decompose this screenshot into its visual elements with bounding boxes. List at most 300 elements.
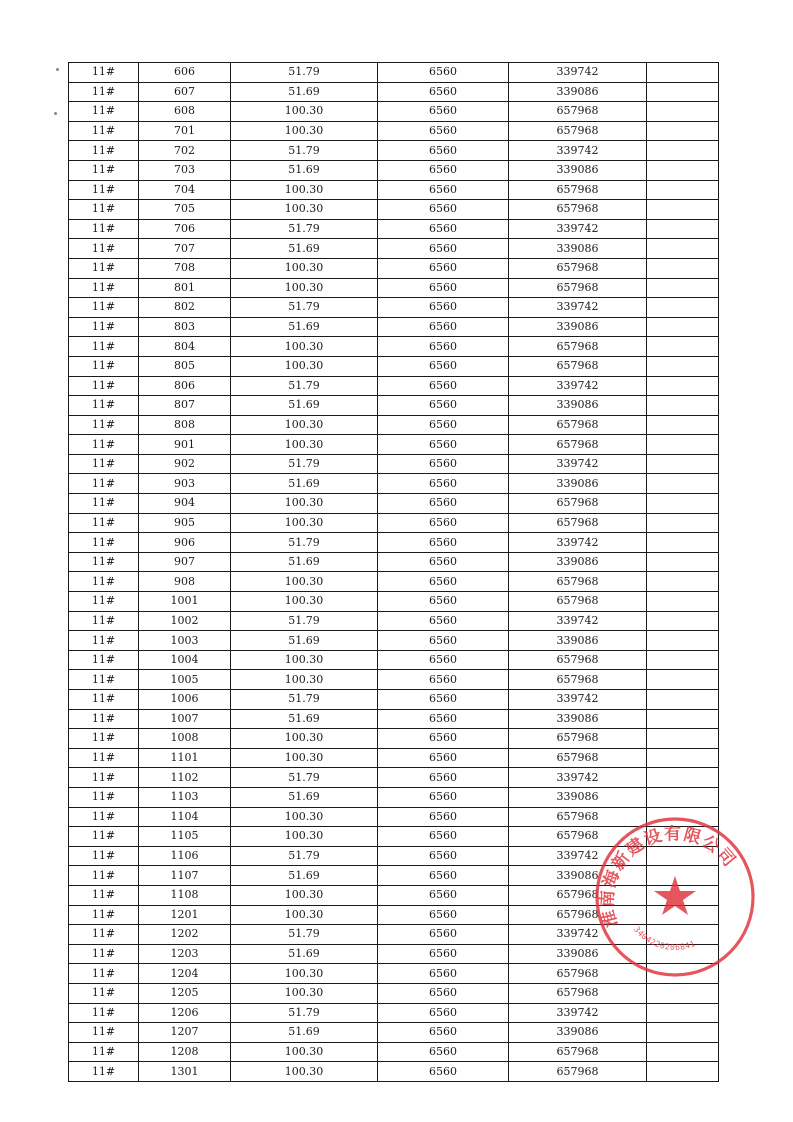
building-cell: 11# [69, 905, 139, 925]
note-cell [647, 102, 719, 122]
building-cell: 11# [69, 572, 139, 592]
area-cell: 100.30 [231, 1062, 378, 1082]
building-cell: 11# [69, 729, 139, 749]
unit-price-cell: 6560 [378, 964, 509, 984]
note-cell [647, 63, 719, 83]
building-cell: 11# [69, 396, 139, 416]
area-cell: 51.69 [231, 944, 378, 964]
note-cell [647, 650, 719, 670]
area-cell: 51.79 [231, 611, 378, 631]
room-number-cell: 1206 [139, 1003, 231, 1023]
total-price-cell: 657968 [509, 827, 647, 847]
room-number-cell: 804 [139, 337, 231, 357]
note-cell [647, 983, 719, 1003]
area-cell: 51.69 [231, 239, 378, 259]
total-price-cell: 657968 [509, 435, 647, 455]
building-cell: 11# [69, 631, 139, 651]
building-cell: 11# [69, 454, 139, 474]
unit-price-cell: 6560 [378, 572, 509, 592]
area-cell: 51.69 [231, 317, 378, 337]
unit-price-cell: 6560 [378, 63, 509, 83]
building-cell: 11# [69, 690, 139, 710]
table-row [69, 1003, 719, 1023]
table-row [69, 415, 719, 435]
note-cell [647, 768, 719, 788]
building-cell: 11# [69, 768, 139, 788]
unit-price-cell: 6560 [378, 415, 509, 435]
total-price-cell: 657968 [509, 278, 647, 298]
building-cell: 11# [69, 1023, 139, 1043]
unit-price-cell: 6560 [378, 846, 509, 866]
building-cell: 11# [69, 846, 139, 866]
total-price-cell: 657968 [509, 102, 647, 122]
table-row [69, 258, 719, 278]
area-cell: 51.69 [231, 474, 378, 494]
room-number-cell: 608 [139, 102, 231, 122]
table-row [69, 572, 719, 592]
room-number-cell: 907 [139, 552, 231, 572]
area-cell: 100.30 [231, 748, 378, 768]
scan-dot [54, 112, 57, 115]
room-number-cell: 807 [139, 396, 231, 416]
area-cell: 100.30 [231, 337, 378, 357]
room-number-cell: 905 [139, 513, 231, 533]
total-price-cell: 339742 [509, 925, 647, 945]
building-cell: 11# [69, 670, 139, 690]
total-price-cell: 339086 [509, 160, 647, 180]
total-price-cell: 657968 [509, 415, 647, 435]
note-cell [647, 1042, 719, 1062]
note-cell [647, 180, 719, 200]
table-row [69, 121, 719, 141]
area-cell: 100.30 [231, 513, 378, 533]
scan-dot [56, 68, 59, 71]
unit-price-cell: 6560 [378, 1062, 509, 1082]
building-cell: 11# [69, 435, 139, 455]
note-cell [647, 631, 719, 651]
building-cell: 11# [69, 180, 139, 200]
building-cell: 11# [69, 160, 139, 180]
area-cell: 51.79 [231, 690, 378, 710]
room-number-cell: 1003 [139, 631, 231, 651]
area-cell: 100.30 [231, 102, 378, 122]
total-price-cell: 339742 [509, 376, 647, 396]
room-number-cell: 1103 [139, 787, 231, 807]
total-price-cell: 657968 [509, 200, 647, 220]
unit-price-cell: 6560 [378, 102, 509, 122]
building-cell: 11# [69, 494, 139, 514]
unit-price-cell: 6560 [378, 944, 509, 964]
area-cell: 100.30 [231, 278, 378, 298]
building-cell: 11# [69, 356, 139, 376]
building-cell: 11# [69, 709, 139, 729]
area-cell: 51.69 [231, 787, 378, 807]
table-row [69, 435, 719, 455]
area-cell: 51.69 [231, 160, 378, 180]
building-cell: 11# [69, 474, 139, 494]
area-cell: 51.79 [231, 925, 378, 945]
note-cell [647, 533, 719, 553]
unit-price-cell: 6560 [378, 1023, 509, 1043]
table-row [69, 278, 719, 298]
building-cell: 11# [69, 533, 139, 553]
total-price-cell: 657968 [509, 121, 647, 141]
room-number-cell: 903 [139, 474, 231, 494]
note-cell [647, 298, 719, 318]
building-cell: 11# [69, 592, 139, 612]
total-price-cell: 339086 [509, 474, 647, 494]
unit-price-cell: 6560 [378, 494, 509, 514]
table-row [69, 219, 719, 239]
area-cell: 100.30 [231, 180, 378, 200]
total-price-cell: 339742 [509, 141, 647, 161]
room-number-cell: 1004 [139, 650, 231, 670]
total-price-cell: 657968 [509, 180, 647, 200]
note-cell [647, 611, 719, 631]
total-price-cell: 657968 [509, 670, 647, 690]
area-cell: 100.30 [231, 1042, 378, 1062]
room-number-cell: 1007 [139, 709, 231, 729]
table-row [69, 200, 719, 220]
total-price-cell: 339742 [509, 690, 647, 710]
room-number-cell: 703 [139, 160, 231, 180]
total-price-cell: 657968 [509, 572, 647, 592]
total-price-cell: 657968 [509, 1042, 647, 1062]
total-price-cell: 339086 [509, 787, 647, 807]
total-price-cell: 339742 [509, 63, 647, 83]
building-cell: 11# [69, 513, 139, 533]
building-cell: 11# [69, 258, 139, 278]
note-cell [647, 1062, 719, 1082]
note-cell [647, 239, 719, 259]
note-cell [647, 592, 719, 612]
unit-price-cell: 6560 [378, 650, 509, 670]
area-cell: 100.30 [231, 905, 378, 925]
table-row [69, 670, 719, 690]
area-cell: 100.30 [231, 885, 378, 905]
room-number-cell: 1108 [139, 885, 231, 905]
unit-price-cell: 6560 [378, 180, 509, 200]
area-cell: 100.30 [231, 670, 378, 690]
total-price-cell: 339086 [509, 317, 647, 337]
note-cell [647, 356, 719, 376]
room-number-cell: 1105 [139, 827, 231, 847]
total-price-cell: 657968 [509, 964, 647, 984]
room-number-cell: 1102 [139, 768, 231, 788]
table-row [69, 82, 719, 102]
room-number-cell: 707 [139, 239, 231, 259]
area-cell: 51.79 [231, 63, 378, 83]
total-price-cell: 339742 [509, 454, 647, 474]
area-cell: 51.79 [231, 533, 378, 553]
unit-price-cell: 6560 [378, 396, 509, 416]
room-number-cell: 1107 [139, 866, 231, 886]
total-price-cell: 339086 [509, 552, 647, 572]
area-cell: 51.69 [231, 709, 378, 729]
area-cell: 100.30 [231, 807, 378, 827]
room-number-cell: 806 [139, 376, 231, 396]
unit-price-cell: 6560 [378, 1003, 509, 1023]
unit-price-cell: 6560 [378, 611, 509, 631]
note-cell [647, 572, 719, 592]
unit-price-cell: 6560 [378, 200, 509, 220]
total-price-cell: 339086 [509, 396, 647, 416]
area-cell: 51.79 [231, 376, 378, 396]
area-cell: 100.30 [231, 964, 378, 984]
total-price-cell: 657968 [509, 513, 647, 533]
building-cell: 11# [69, 415, 139, 435]
seal-star-icon [654, 876, 696, 915]
unit-price-cell: 6560 [378, 925, 509, 945]
building-cell: 11# [69, 748, 139, 768]
area-cell: 100.30 [231, 415, 378, 435]
room-number-cell: 1207 [139, 1023, 231, 1043]
total-price-cell: 339086 [509, 709, 647, 729]
area-cell: 51.69 [231, 1023, 378, 1043]
total-price-cell: 339086 [509, 631, 647, 651]
total-price-cell: 339742 [509, 298, 647, 318]
building-cell: 11# [69, 964, 139, 984]
room-number-cell: 1008 [139, 729, 231, 749]
room-number-cell: 1002 [139, 611, 231, 631]
note-cell [647, 454, 719, 474]
total-price-cell: 657968 [509, 807, 647, 827]
unit-price-cell: 6560 [378, 474, 509, 494]
room-number-cell: 1301 [139, 1062, 231, 1082]
unit-price-cell: 6560 [378, 141, 509, 161]
total-price-cell: 339742 [509, 219, 647, 239]
table-row [69, 983, 719, 1003]
area-cell: 51.79 [231, 1003, 378, 1023]
unit-price-cell: 6560 [378, 258, 509, 278]
total-price-cell: 657968 [509, 905, 647, 925]
room-number-cell: 1104 [139, 807, 231, 827]
area-cell: 100.30 [231, 592, 378, 612]
unit-price-cell: 6560 [378, 356, 509, 376]
area-cell: 51.79 [231, 454, 378, 474]
total-price-cell: 657968 [509, 729, 647, 749]
area-cell: 51.79 [231, 846, 378, 866]
unit-price-cell: 6560 [378, 160, 509, 180]
total-price-cell: 657968 [509, 356, 647, 376]
table-row [69, 533, 719, 553]
note-cell [647, 337, 719, 357]
note-cell [647, 1003, 719, 1023]
room-number-cell: 708 [139, 258, 231, 278]
unit-price-cell: 6560 [378, 435, 509, 455]
total-price-cell: 339086 [509, 239, 647, 259]
room-number-cell: 1101 [139, 748, 231, 768]
area-cell: 51.69 [231, 82, 378, 102]
note-cell [647, 415, 719, 435]
unit-price-cell: 6560 [378, 337, 509, 357]
area-cell: 100.30 [231, 356, 378, 376]
building-cell: 11# [69, 866, 139, 886]
table-row [69, 631, 719, 651]
building-cell: 11# [69, 1003, 139, 1023]
room-number-cell: 902 [139, 454, 231, 474]
building-cell: 11# [69, 1062, 139, 1082]
unit-price-cell: 6560 [378, 729, 509, 749]
building-cell: 11# [69, 925, 139, 945]
table-row [69, 474, 719, 494]
building-cell: 11# [69, 885, 139, 905]
total-price-cell: 339086 [509, 1023, 647, 1043]
area-cell: 100.30 [231, 258, 378, 278]
building-cell: 11# [69, 219, 139, 239]
total-price-cell: 339086 [509, 82, 647, 102]
room-number-cell: 1205 [139, 983, 231, 1003]
unit-price-cell: 6560 [378, 533, 509, 553]
building-cell: 11# [69, 787, 139, 807]
note-cell [647, 552, 719, 572]
area-cell: 51.79 [231, 141, 378, 161]
unit-price-cell: 6560 [378, 787, 509, 807]
table-row [69, 787, 719, 807]
note-cell [647, 82, 719, 102]
room-number-cell: 803 [139, 317, 231, 337]
room-number-cell: 908 [139, 572, 231, 592]
unit-price-cell: 6560 [378, 454, 509, 474]
unit-price-cell: 6560 [378, 866, 509, 886]
room-number-cell: 1001 [139, 592, 231, 612]
unit-price-cell: 6560 [378, 239, 509, 259]
building-cell: 11# [69, 278, 139, 298]
company-seal [590, 812, 760, 982]
table-row [69, 748, 719, 768]
area-cell: 100.30 [231, 572, 378, 592]
unit-price-cell: 6560 [378, 121, 509, 141]
note-cell [647, 396, 719, 416]
area-cell: 100.30 [231, 827, 378, 847]
building-cell: 11# [69, 807, 139, 827]
note-cell [647, 258, 719, 278]
unit-price-cell: 6560 [378, 298, 509, 318]
room-number-cell: 704 [139, 180, 231, 200]
room-number-cell: 1106 [139, 846, 231, 866]
total-price-cell: 657968 [509, 592, 647, 612]
note-cell [647, 729, 719, 749]
unit-price-cell: 6560 [378, 690, 509, 710]
building-cell: 11# [69, 63, 139, 83]
table-row [69, 298, 719, 318]
room-number-cell: 702 [139, 141, 231, 161]
building-cell: 11# [69, 944, 139, 964]
note-cell [647, 200, 719, 220]
area-cell: 51.69 [231, 631, 378, 651]
note-cell [647, 435, 719, 455]
unit-price-cell: 6560 [378, 513, 509, 533]
table-row [69, 729, 719, 749]
unit-price-cell: 6560 [378, 748, 509, 768]
area-cell: 100.30 [231, 983, 378, 1003]
room-number-cell: 607 [139, 82, 231, 102]
unit-price-cell: 6560 [378, 592, 509, 612]
unit-price-cell: 6560 [378, 552, 509, 572]
building-cell: 11# [69, 611, 139, 631]
note-cell [647, 670, 719, 690]
area-cell: 51.69 [231, 866, 378, 886]
note-cell [647, 160, 719, 180]
area-cell: 51.69 [231, 396, 378, 416]
total-price-cell: 657968 [509, 494, 647, 514]
note-cell [647, 474, 719, 494]
room-number-cell: 701 [139, 121, 231, 141]
total-price-cell: 657968 [509, 1062, 647, 1082]
area-cell: 100.30 [231, 200, 378, 220]
total-price-cell: 339742 [509, 1003, 647, 1023]
area-cell: 100.30 [231, 435, 378, 455]
room-number-cell: 906 [139, 533, 231, 553]
building-cell: 11# [69, 239, 139, 259]
building-cell: 11# [69, 298, 139, 318]
room-number-cell: 606 [139, 63, 231, 83]
room-number-cell: 802 [139, 298, 231, 318]
total-price-cell: 339742 [509, 846, 647, 866]
table-row [69, 552, 719, 572]
table-row [69, 494, 719, 514]
area-cell: 51.79 [231, 298, 378, 318]
building-cell: 11# [69, 121, 139, 141]
table-row [69, 513, 719, 533]
table-row [69, 592, 719, 612]
note-cell [647, 513, 719, 533]
building-cell: 11# [69, 200, 139, 220]
unit-price-cell: 6560 [378, 905, 509, 925]
table-row [69, 141, 719, 161]
unit-price-cell: 6560 [378, 376, 509, 396]
unit-price-cell: 6560 [378, 807, 509, 827]
total-price-cell: 339742 [509, 533, 647, 553]
room-number-cell: 904 [139, 494, 231, 514]
building-cell: 11# [69, 983, 139, 1003]
table-row [69, 356, 719, 376]
unit-price-cell: 6560 [378, 631, 509, 651]
room-number-cell: 1005 [139, 670, 231, 690]
note-cell [647, 121, 719, 141]
unit-price-cell: 6560 [378, 709, 509, 729]
area-cell: 100.30 [231, 494, 378, 514]
total-price-cell: 339086 [509, 944, 647, 964]
note-cell [647, 787, 719, 807]
building-cell: 11# [69, 376, 139, 396]
unit-price-cell: 6560 [378, 670, 509, 690]
table-row [69, 63, 719, 83]
table-row [69, 1042, 719, 1062]
table-row [69, 1062, 719, 1082]
table-row [69, 454, 719, 474]
unit-price-cell: 6560 [378, 278, 509, 298]
note-cell [647, 219, 719, 239]
area-cell: 100.30 [231, 729, 378, 749]
total-price-cell: 657968 [509, 650, 647, 670]
building-cell: 11# [69, 1042, 139, 1062]
room-number-cell: 1006 [139, 690, 231, 710]
note-cell [647, 709, 719, 729]
table-row [69, 768, 719, 788]
unit-price-cell: 6560 [378, 983, 509, 1003]
unit-price-cell: 6560 [378, 317, 509, 337]
note-cell [647, 317, 719, 337]
room-number-cell: 801 [139, 278, 231, 298]
building-cell: 11# [69, 82, 139, 102]
note-cell [647, 1023, 719, 1043]
table-row [69, 690, 719, 710]
room-number-cell: 1201 [139, 905, 231, 925]
building-cell: 11# [69, 141, 139, 161]
total-price-cell: 657968 [509, 258, 647, 278]
note-cell [647, 141, 719, 161]
